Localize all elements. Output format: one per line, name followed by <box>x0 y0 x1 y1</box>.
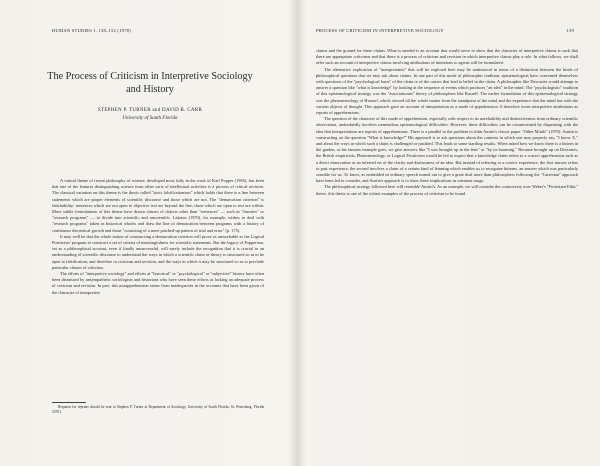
author-affiliation: University of South Florida <box>122 116 178 121</box>
footnote-rule <box>52 402 86 403</box>
running-head-right <box>316 28 574 33</box>
body-text <box>316 48 578 197</box>
article-authors: STEPHEN P. TURNER and DAVID R. CARR <box>97 108 203 113</box>
article-title: The Process of Criticism in Interpretive Sociology and History <box>47 71 253 95</box>
left-page <box>0 0 298 466</box>
body-text <box>52 178 264 296</box>
paragraph: A central theme of recent philosophy of science, developed most fully in the work of Karl Popper (1965), has been that one of the features distinguishing science from other sorts of intellectual activities is a process of critical revision. The classical variation on this theme is the thesis called "strict falsificationism" which holds that there is a line between statements which are proper elements of scientific discourse and those which are not. The "demarcation criterion" is falsifiability: sentences which are not open to objective test are beyond the line; those which are open to test are within. More subtle formulations of this theme have drawn classes of objects other than "sentences" — such as "theories" or "research programs" — to divide into scientific and unscientific. Lakatos (1970), for example, wishes to deal with "research programs" taken as historical wholes and draw the line of demarcation between programs with a history of continuous theoretical growth and those "consisting of a mere patched-up pattern of trial and error" (p. 175). <box>52 178 264 233</box>
footnote <box>52 405 264 415</box>
paragraph: The alternative explication of "interpretation" that will be explored here may be understood in terms of a distinction between the kinds of philosophical questions that we may ask about claims. In one part of this mode of philosophic tradition, epistemologists have concerned themselves with questions of the "psychological basis" of the claim or of the causes that lead to belief in the claim. A philosopher like Descartes would attempt to answer a question like "what is knowledge" by looking at the sequence of events which produces "an idea" in the mind. The "psychologistic" tradition of this epistemological strategy was the "associationist" theory of philosophers like Russell. The earlier formulation of this epistemological strategy was the phenomenology of Husserl, which viewed all the whole matter from the standpoint of the mind and the experience that the mind has with the various objects of thought. This approach gave an account of interpretation as a mode of apprehension. It therefore treats interpretive attributions as reports of apprehensions. <box>316 66 578 116</box>
paragraph: It may well be that the whole notion of constructing a demarcation criterion will prove as unworkable as the Logical Positivists' program to construct a set of criteria of meaningfulness for scientific statements. But the legacy of Popperism, set as a philosophical account, even if finally unsuccessful, will surely include the recognition that it is crucial to an understanding of scientific discourse to understand the ways in which a scientific claim or theory is structured so as to be open to falsification, and therefore to criticism and revision, and the ways in which it may be structured so as to preclude particular classes of criticism. <box>52 233 264 270</box>
paragraph: The philosophical strategy followed here will resemble Austin's. As an example, we will consider the controversy over Weber's "Protestant Ethic" thesis: this thesis is one of the richest examples of the process of criticism to be found <box>316 184 578 196</box>
running-head: HUMAN STUDIES 1, 138–152 (1978) <box>52 28 131 33</box>
footnote-text: Requests for reprints should be sent to Stephen P. Turner at Department of Sociology, University of South Florida, St. Petersburg, Florida 33701. <box>52 405 264 414</box>
paragraph: The efforts of "interpretive sociology" and efforts at "historical" or "psychological" or "subjective" history have often been dismissed by unsympathetic sociologists and historians who have seen these efforts as lacking an adequate process of criticism and revision. In part, this misapprehension stems from inadequacies in the accounts that have been given of the character of interpretive <box>52 271 265 295</box>
running-head-title: PROCESS OF CRITICISM IN INTERPRETIVE SOCIOLOGY <box>316 28 444 33</box>
page-number: 139 <box>566 28 574 33</box>
right-page <box>302 0 600 466</box>
paragraph: The question of the character of this mode of apprehension, especially with respect to its unreliability and distinctiveness from ordinary scientific observation, undoubtedly involves tremendous epistemological difficulties. However, these difficulties can be circumvented by dispensing with the idea that interpretations are reports of apprehensions. There is a parallel to the problem in John Austin's classic paper "Other Minds" (1970). Austin is constructing on the question "What is knowledge?" His approach is to ask questions about the contexts in which one may properly say, "I know X," and about the ways in which such a claim is challenged or justified. This leads to some startling results. When asked how we know there is a bittern in the garden, as his famous example goes, we give answers like "I was brought up in the fens" or "by its booming." Because brought up on Descartes, the British empiricists, Phenomenology, or Logical Positivism would be led to expect that a knowledge claim refers to a correct apprehension such as a direct observation or an inferred set of the clarity and distinctness of an idea. But instead of referring to a correct experience, the first answer refers to past experience, the second involves a claim of a certain kind of learning which enables us to recognize bitterns, an answer which was particularly sensible for us. To know, as embedded in ordinary speech turned out to give a great deal more than philosophers following the "Cartesian" approach have been led to consider, and Austin's approach is to show these implications in common usage. <box>316 116 578 184</box>
paragraph: claims and the ground for these claims. What is needed is an account that would serve to show that the character of interpretive claims is such that there are appropriate criticisms and that there is a process of criticism and revision in which interpretive claims play a role. In what follows, we shall offer such an account of interpretive claims involving attributions of intentions to agents will be formulated. <box>316 48 578 66</box>
